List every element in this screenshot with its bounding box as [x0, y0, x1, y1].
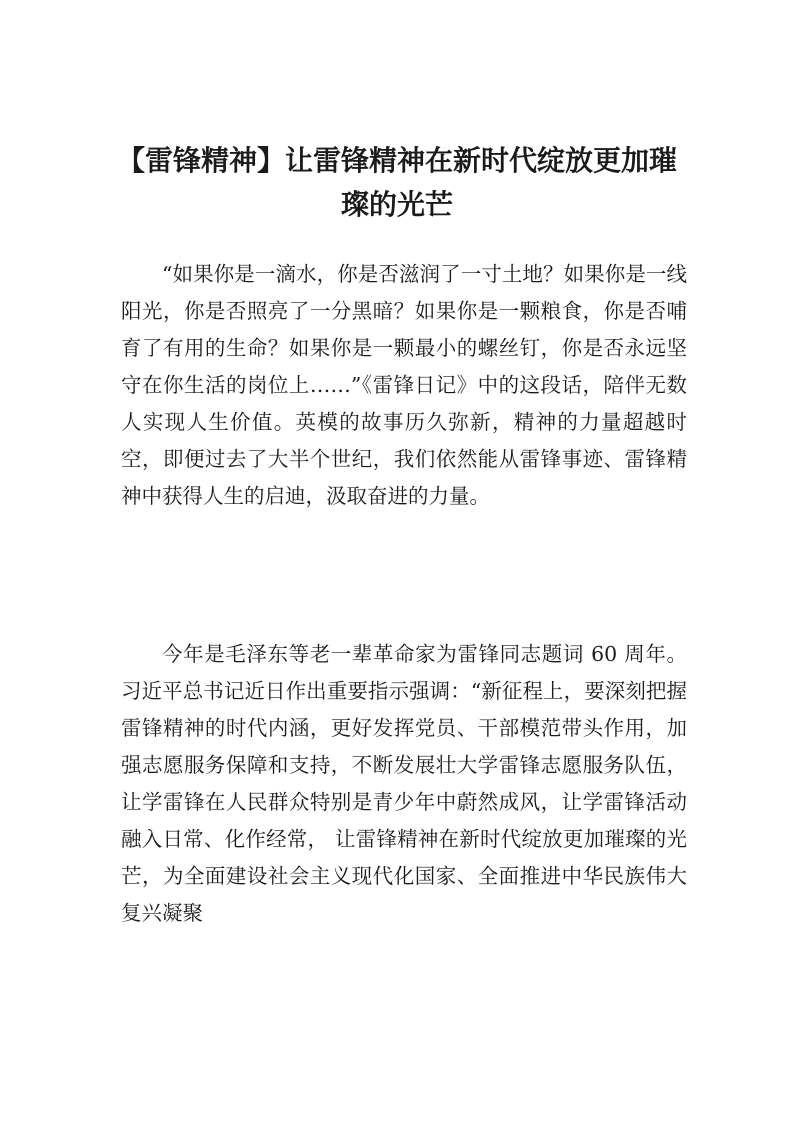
document-title: 【雷锋精神】让雷锋精神在新时代绽放更加璀璨的光芒 — [116, 144, 677, 221]
paragraph-2: 今年是毛泽东等老一辈革命家为雷锋同志题词 60 周年。习近平总书记近日作出重要指示强调：“新征程上，要深刻把握雷锋精神的时代内涵，更好发挥党员、干部模范带头作用，加强志愿服务保障和支持，不断发展壮大学雷锋志愿服务队伍，让学雷锋在人民群众特别是青少年中蔚然成风，让学雷锋活动融入日常、化作经常， 让雷锋精神在新时代绽放更加璀璨的光芒，为全面建设社会主义现代化国家、全面推进中华民族伟大复兴凝聚 — [121, 642, 687, 925]
paragraph-1: “如果你是一滴水，你是否滋润了一寸土地？如果你是一线阳光，你是否照亮了一分黑暗？如果你是一颗粮食，你是否哺育了有用的生命？如果你是一颗最小的螺丝钉，你是否永远坚守在你生活的岗位上……”《雷锋日记》中的这段话，陪伴无数人实现人生价值。英模的故事历久弥新，精神的力量超越时空，即便过去了大半个世纪，我们依然能从雷锋事迹、雷锋精神中获得人生的启迪，汲取奋进的力量。 — [121, 262, 687, 508]
